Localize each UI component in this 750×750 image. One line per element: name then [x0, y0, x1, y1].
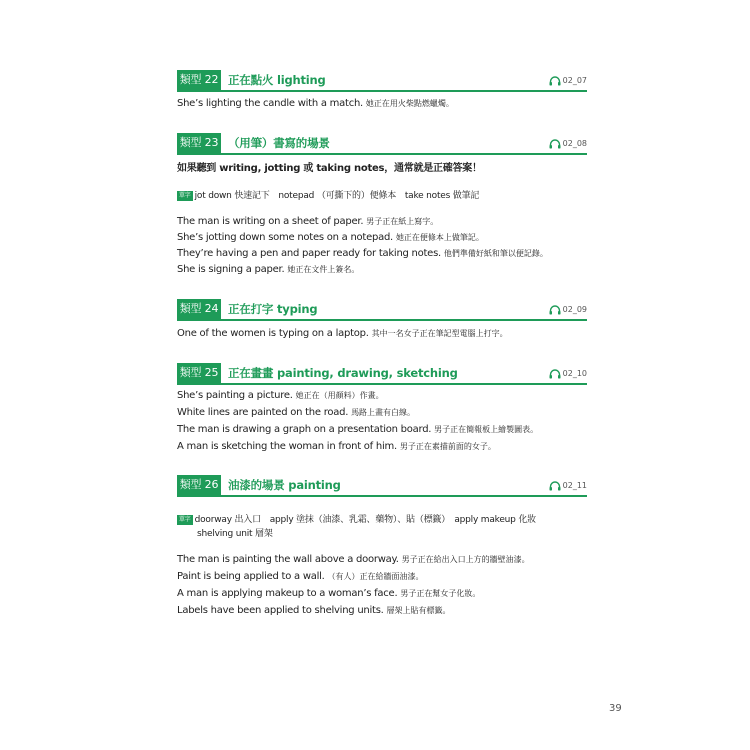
sentence-en: She’s painting a picture. — [177, 390, 293, 401]
vocab-tag: 單字 — [179, 191, 191, 199]
sentence-en: A man is applying makeup to a woman’s face. — [177, 588, 398, 599]
sentence-en: Labels have been applied to shelving units. — [177, 605, 384, 616]
audio-track-label: 02_10 — [562, 369, 587, 378]
sentence-cn: 馬路上畫有白線。 — [351, 408, 416, 417]
audio-track[interactable] — [549, 73, 587, 89]
audio-track[interactable] — [549, 302, 587, 318]
audio-track-label: 02_08 — [562, 139, 587, 148]
sentence-en: White lines are painted on the road. — [177, 407, 349, 418]
section-header — [177, 299, 587, 321]
tip-text: 如果聽到 writing, jotting 或 taking notes，通常就是正確答案！ — [177, 163, 482, 174]
example-sentence — [177, 422, 538, 437]
example-sentence — [177, 586, 480, 601]
sentence-cn: 層架上貼有標籤。 — [386, 606, 451, 615]
vocab-line-continued: shelving unit 層架 — [197, 529, 273, 539]
sentence-en: She is signing a paper. — [177, 264, 285, 275]
audio-track-label: 02_11 — [562, 481, 587, 490]
example-sentence — [177, 214, 438, 229]
sentence-cn: 男子正在簡報板上繪製圖表。 — [434, 425, 539, 434]
section-header — [177, 363, 587, 385]
example-sentence — [177, 405, 415, 420]
page-number: 39 — [609, 703, 622, 714]
vocab-line — [177, 189, 479, 204]
section-header — [177, 133, 587, 155]
sentence-cn: 她正在文件上簽名。 — [287, 265, 360, 274]
example-sentence — [177, 262, 359, 277]
sentence-cn: 她正在（用顏料）作畫。 — [295, 391, 384, 400]
section-header — [177, 70, 587, 92]
sentence-cn: 他們準備好紙和筆以便記錄。 — [443, 249, 548, 258]
sentence-cn: 她正在用火柴點燃蠟燭。 — [365, 99, 454, 108]
headphones-icon — [549, 305, 561, 315]
type-badge: 類型 23 — [177, 133, 221, 153]
sentence-cn: 其中一名女子正在筆記型電腦上打字。 — [371, 329, 508, 338]
sentence-en: A man is sketching the woman in front of him. — [177, 441, 397, 452]
sentence-cn: 她正在便條本上做筆記。 — [395, 233, 484, 242]
headphones-icon — [549, 76, 561, 86]
example-sentence — [177, 96, 454, 111]
sentence-en: The man is writing on a sheet of paper. — [177, 216, 364, 227]
sentence-en: The man is painting the wall above a doorway. — [177, 554, 399, 565]
sentence-en: The man is drawing a graph on a presentation board. — [177, 424, 432, 435]
section-title: 油漆的場景 painting — [228, 478, 341, 492]
example-sentence — [177, 230, 484, 245]
sentence-cn: 男子正在幫女子化妝。 — [400, 589, 481, 598]
audio-track[interactable] — [549, 478, 587, 494]
section-title: （用筆）書寫的場景 — [228, 136, 330, 150]
headphones-icon — [549, 369, 561, 379]
section-type-22 — [177, 70, 587, 109]
audio-track-label: 02_09 — [562, 305, 587, 314]
type-badge: 類型 24 — [177, 299, 221, 319]
section-type-23 — [177, 133, 587, 275]
type-badge: 類型 22 — [177, 70, 221, 90]
sentence-en: Paint is being applied to a wall. — [177, 571, 325, 582]
sentence-en: They’re having a pen and paper ready for taking notes. — [177, 248, 441, 259]
headphones-icon — [549, 139, 561, 149]
sentence-en: One of the women is typing on a laptop. — [177, 328, 369, 339]
section-title: 正在點火 lighting — [228, 73, 326, 87]
audio-track-label: 02_07 — [562, 76, 587, 85]
section-title: 正在畫畫 painting, drawing, sketching — [228, 366, 458, 380]
headphones-icon — [549, 481, 561, 491]
example-sentence — [177, 439, 496, 454]
example-sentence — [177, 326, 508, 341]
section-title: 正在打字 typing — [228, 302, 318, 316]
vocab-tag: 單字 — [179, 515, 191, 523]
section-type-26 — [177, 475, 587, 616]
type-badge: 類型 25 — [177, 363, 221, 383]
vocab-line — [177, 513, 536, 528]
section-type-25 — [177, 363, 587, 452]
sentence-cn: 男子正在素描前面的女子。 — [399, 442, 496, 451]
sentence-cn: 男子正在給出入口上方的牆壁油漆。 — [401, 555, 530, 564]
example-sentence — [177, 569, 424, 584]
sentence-cn: 男子正在紙上寫字。 — [366, 217, 439, 226]
example-sentence — [177, 603, 451, 618]
sentence-en: She’s jotting down some notes on a notepad. — [177, 232, 393, 243]
audio-track[interactable] — [549, 366, 587, 382]
audio-track[interactable] — [549, 136, 587, 152]
sentence-cn: （有人）正在給牆面油漆。 — [327, 572, 424, 581]
sentence-en: She’s lighting the candle with a match. — [177, 98, 363, 109]
type-badge: 類型 26 — [177, 475, 221, 495]
vocab-text: doorway 出入口 apply 塗抹（油漆、乳霜、藥物）、貼（標籤） apply makeup 化妝 — [194, 515, 536, 525]
example-sentence — [177, 246, 548, 261]
example-sentence — [177, 552, 530, 567]
vocab-text: jot down 快速記下 notepad （可撕下的）便條本 take notes 做筆記 — [194, 191, 480, 201]
example-sentence — [177, 388, 384, 403]
section-type-24 — [177, 299, 587, 339]
section-header — [177, 475, 587, 497]
